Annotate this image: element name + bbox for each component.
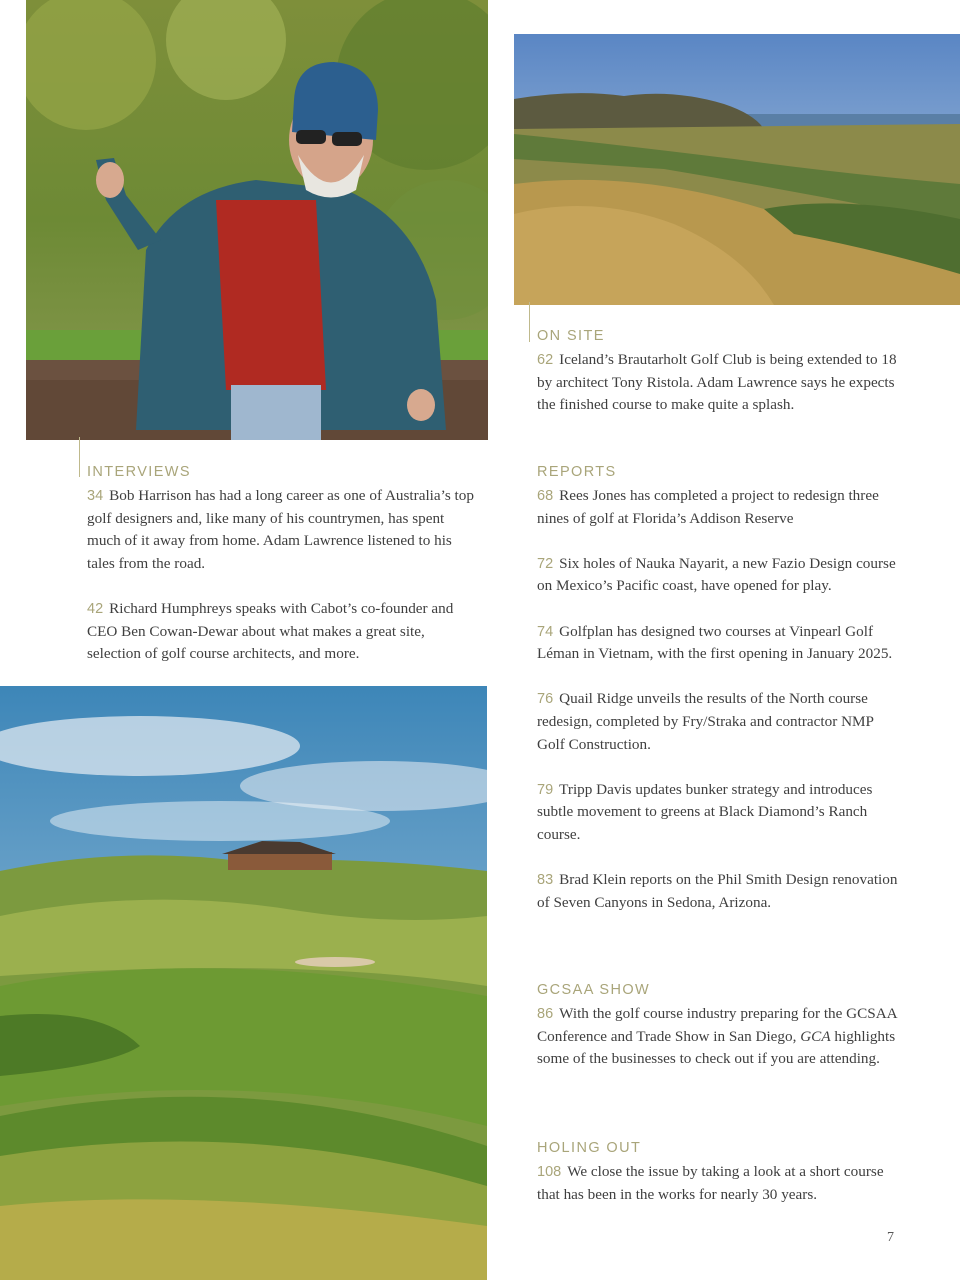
entry-text: With the golf course industry preparing for the GCSAA Conference and Trade Show in San Diego,: [537, 1005, 897, 1045]
entry-text: Six holes of Nauka Nayarit, a new Fazio Design course on Mexico’s Pacific coast, have opened for play.: [537, 554, 896, 595]
links-course-photo-graphic: [0, 686, 487, 1280]
contents-entry[interactable]: [537, 869, 902, 914]
page-number: 7: [887, 1230, 894, 1245]
interview-photo-graphic: [26, 0, 488, 440]
page-ref: 42: [87, 600, 104, 617]
contents-entry[interactable]: [537, 688, 902, 756]
interviews-divider-line: [79, 437, 80, 477]
page-ref: 68: [537, 488, 554, 504]
iceland-course-photo-graphic: [514, 34, 960, 305]
entry-text: Quail Ridge unveils the results of the North course redesign, completed by Fry/Straka and contractor NMP Golf Construction.: [537, 690, 874, 753]
reports-section: [537, 463, 902, 914]
page-ref: 108: [537, 1164, 562, 1180]
publication-name: GCA: [800, 1027, 831, 1045]
holing-out-section: [537, 1139, 897, 1206]
on-site-heading: ON SITE: [537, 328, 605, 344]
entry-text: We close the issue by taking a look at a short course that has been in the works for nearly 30 years.: [537, 1163, 884, 1203]
holing-out-heading: HOLING OUT: [537, 1140, 642, 1156]
entry-text: Bob Harrison has had a long career as one of Australia’s top golf designers and, like many of his countrymen, has spent much of it away from home. Adam Lawrence listened to his tales from the road.: [87, 487, 474, 572]
entry-text: Rees Jones has completed a project to redesign three nines of golf at Florida’s Addison Reserve: [537, 487, 879, 527]
entry-text: Tripp Davis updates bunker strategy and introduces subtle movement to greens at Black Diamond’s Ranch course.: [537, 780, 873, 843]
gcsaa-show-heading: GCSAA SHOW: [537, 982, 651, 998]
entry-text-continued: highlights some of the businesses to check out if you are attending.: [537, 1027, 896, 1068]
contents-entry[interactable]: [537, 1003, 897, 1071]
entry-text: Golfplan has designed two courses at Vinpearl Golf Léman in Vietnam, with the first opening in January 2025.: [537, 622, 893, 663]
contents-entry[interactable]: [537, 553, 902, 598]
contents-entry[interactable]: [537, 349, 897, 417]
page-ref: 34: [87, 488, 104, 504]
contents-entry[interactable]: [87, 485, 477, 575]
entry-text: Iceland’s Brautarholt Golf Club is being extended to 18 by architect Tony Ristola. Adam Lawrence says he expects the finished course to make quite a splash.: [537, 351, 897, 414]
reports-heading: REPORTS: [537, 464, 617, 480]
interviews-section: [87, 463, 477, 666]
page-ref: 86: [537, 1006, 554, 1022]
page-ref: 74: [537, 623, 554, 640]
gcsaa-show-section: [537, 981, 897, 1071]
entry-text: Brad Klein reports on the Phil Smith Design renovation of Seven Canyons in Sedona, Arizona.: [537, 871, 898, 911]
interview-photo: [26, 0, 488, 440]
contents-entry[interactable]: [537, 1161, 897, 1206]
contents-entry[interactable]: [537, 779, 902, 847]
page-ref: 83: [537, 872, 554, 889]
on-site-divider-line: [529, 302, 530, 342]
page-ref: 72: [537, 555, 554, 572]
entry-text: Richard Humphreys speaks with Cabot’s co-founder and CEO Ben Cowan-Dewar about what makes a great site, selection of golf course architects, and more.: [87, 599, 454, 663]
links-course-photo: [0, 686, 487, 1280]
page-ref: 62: [537, 352, 554, 368]
contents-entry[interactable]: [87, 598, 477, 666]
iceland-course-photo: [514, 34, 960, 305]
page-ref: 79: [537, 781, 554, 798]
page-ref: 76: [537, 691, 554, 708]
interviews-heading: INTERVIEWS: [87, 464, 191, 480]
contents-entry[interactable]: [537, 485, 902, 530]
on-site-section: [537, 327, 897, 417]
contents-entry[interactable]: [537, 621, 902, 666]
